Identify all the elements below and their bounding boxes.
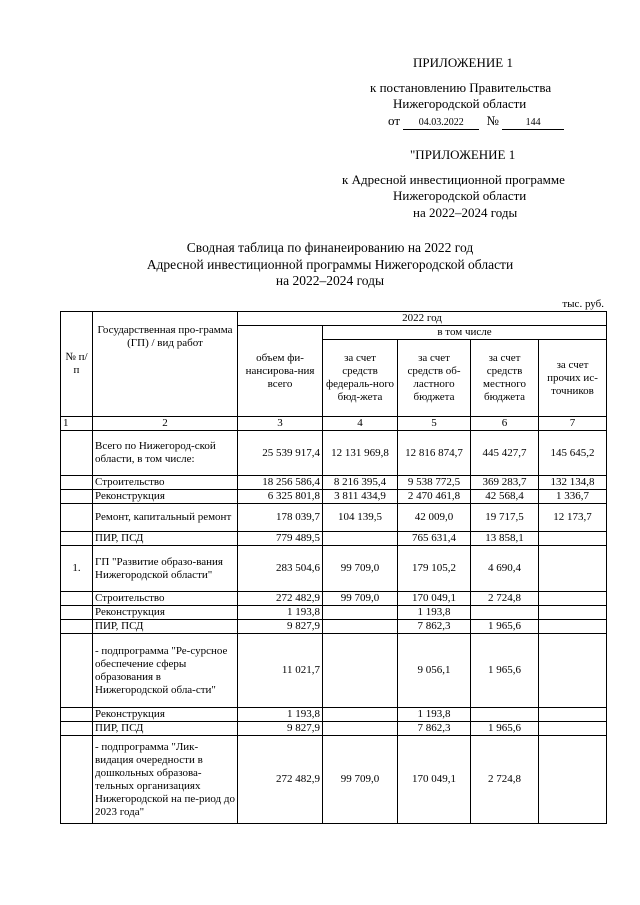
row-regional: 9 538 772,5 — [398, 476, 471, 490]
table-row — [61, 620, 607, 634]
program-region-line: Нижегородской области — [393, 188, 527, 203]
row-other: 1 336,7 — [539, 490, 607, 504]
row-other — [539, 620, 607, 634]
header-year: 2022 год — [238, 312, 607, 326]
row-local: 4 690,4 — [471, 546, 539, 592]
row-other — [539, 546, 607, 592]
date-prefix: от — [388, 113, 401, 128]
table-row — [61, 708, 607, 722]
table-row — [61, 490, 607, 504]
resolution-number: 144 — [502, 117, 564, 130]
row-name: Строительство — [93, 592, 238, 606]
row-total: 178 039,7 — [238, 504, 323, 532]
row-number — [61, 634, 93, 708]
row-regional: 7 862,3 — [398, 722, 471, 736]
header-incl: в том числе — [323, 326, 607, 340]
row-local: 445 427,7 — [471, 431, 539, 476]
row-local — [471, 708, 539, 722]
row-name: ПИР, ПСД — [93, 722, 238, 736]
row-number — [61, 708, 93, 722]
row-other — [539, 606, 607, 620]
row-local: 369 283,7 — [471, 476, 539, 490]
row-local: 19 717,5 — [471, 504, 539, 532]
row-total: 272 482,9 — [238, 736, 323, 824]
row-regional: 1 193,8 — [398, 708, 471, 722]
row-regional: 42 009,0 — [398, 504, 471, 532]
row-other: 132 134,8 — [539, 476, 607, 490]
row-total: 25 539 917,4 — [238, 431, 323, 476]
row-other — [539, 736, 607, 824]
row-total: 272 482,9 — [238, 592, 323, 606]
column-number: 3 — [238, 417, 323, 431]
row-regional: 2 470 461,8 — [398, 490, 471, 504]
header-num: № п/п — [61, 312, 93, 417]
document-title-line1: Сводная таблица по финанеированию на 2022 год — [186, 240, 474, 255]
row-name: ПИР, ПСД — [93, 620, 238, 634]
document-title-line2: Адресной инвестиционной программы Нижегородской области — [146, 256, 514, 272]
header-total: объем фи-нансирова-ния всего — [238, 326, 323, 417]
table-row — [61, 431, 607, 476]
document-title — [60, 240, 600, 290]
date-number-line — [388, 113, 564, 130]
row-total: 9 827,9 — [238, 620, 323, 634]
number-prefix: № — [486, 113, 499, 128]
row-name: Всего по Нижегород-ской области, в том числе: — [93, 431, 238, 476]
row-regional: 170 049,1 — [398, 736, 471, 824]
row-other — [539, 592, 607, 606]
table-row — [61, 504, 607, 532]
appendix-title: ПРИЛОЖЕНИЕ 1 — [413, 55, 513, 70]
row-name: ГП "Развитие образо-вания Нижегородской области" — [93, 546, 238, 592]
table-row — [61, 606, 607, 620]
table-row — [61, 634, 607, 708]
row-federal — [323, 722, 398, 736]
row-federal: 12 131 969,8 — [323, 431, 398, 476]
row-local: 1 965,6 — [471, 722, 539, 736]
header-program: Государственная про-грамма (ГП) / вид работ — [93, 312, 238, 417]
column-number-row — [61, 417, 607, 431]
row-number: 1. — [61, 546, 93, 592]
row-other: 12 173,7 — [539, 504, 607, 532]
row-other — [539, 634, 607, 708]
table-row — [61, 736, 607, 824]
unit-label: тыс. руб. — [562, 298, 604, 310]
row-number — [61, 592, 93, 606]
row-regional: 1 193,8 — [398, 606, 471, 620]
row-regional: 170 049,1 — [398, 592, 471, 606]
row-total: 9 827,9 — [238, 722, 323, 736]
table-row — [61, 532, 607, 546]
row-total: 11 021,7 — [238, 634, 323, 708]
row-local: 2 724,8 — [471, 592, 539, 606]
row-total: 1 193,8 — [238, 708, 323, 722]
row-name: - подпрограмма "Лик-видация очередности в дошкольных образова-тельных организациях Нижегородской на пе-риод до 2023 года" — [93, 736, 238, 824]
row-total: 779 489,5 — [238, 532, 323, 546]
row-other — [539, 708, 607, 722]
region-line: Нижегородской области — [393, 96, 527, 111]
row-local: 42 568,4 — [471, 490, 539, 504]
row-total: 18 256 586,4 — [238, 476, 323, 490]
row-other — [539, 722, 607, 736]
row-federal — [323, 606, 398, 620]
header-other: за счет прочих ис-точников — [539, 340, 607, 417]
header-regional: за счет средств об-ластного бюджета — [398, 340, 471, 417]
row-number — [61, 490, 93, 504]
table-row — [61, 476, 607, 490]
row-federal: 99 709,0 — [323, 736, 398, 824]
row-number — [61, 620, 93, 634]
row-federal: 99 709,0 — [323, 546, 398, 592]
row-total: 6 325 801,8 — [238, 490, 323, 504]
resolution-line: к постановлению Правительства — [370, 80, 552, 95]
row-name: Реконструкция — [93, 490, 238, 504]
program-years-line: на 2022–2024 годы — [413, 205, 518, 220]
row-federal — [323, 532, 398, 546]
row-regional: 7 862,3 — [398, 620, 471, 634]
row-federal: 3 811 434,9 — [323, 490, 398, 504]
row-name: Строительство — [93, 476, 238, 490]
document-title-line3: на 2022–2024 годы — [275, 273, 385, 288]
resolution-date: 04.03.2022 — [403, 117, 479, 130]
row-local: 1 965,6 — [471, 634, 539, 708]
row-local: 13 858,1 — [471, 532, 539, 546]
row-regional: 12 816 874,7 — [398, 431, 471, 476]
row-federal — [323, 620, 398, 634]
table-header-row — [61, 312, 607, 326]
row-federal — [323, 708, 398, 722]
row-regional: 9 056,1 — [398, 634, 471, 708]
row-local: 1 965,6 — [471, 620, 539, 634]
row-federal: 99 709,0 — [323, 592, 398, 606]
row-regional: 765 631,4 — [398, 532, 471, 546]
program-line: к Адресной инвестиционной программе — [342, 172, 565, 187]
table-row — [61, 592, 607, 606]
header-federal: за счет средств федераль-ного бюд-жета — [323, 340, 398, 417]
row-federal: 104 139,5 — [323, 504, 398, 532]
column-number: 6 — [471, 417, 539, 431]
row-other: 145 645,2 — [539, 431, 607, 476]
column-number: 7 — [539, 417, 607, 431]
table-row — [61, 722, 607, 736]
header-local: за счет средств местного бюджета — [471, 340, 539, 417]
row-total: 283 504,6 — [238, 546, 323, 592]
row-other — [539, 532, 607, 546]
column-number: 1 — [61, 417, 93, 431]
row-number — [61, 476, 93, 490]
row-number — [61, 504, 93, 532]
table-row — [61, 546, 607, 592]
row-federal: 8 216 395,4 — [323, 476, 398, 490]
row-total: 1 193,8 — [238, 606, 323, 620]
column-number: 4 — [323, 417, 398, 431]
row-regional: 179 105,2 — [398, 546, 471, 592]
row-number — [61, 736, 93, 824]
row-local — [471, 606, 539, 620]
row-local: 2 724,8 — [471, 736, 539, 824]
row-name: - подпрограмма "Ре-сурсное обеспечение сферы образования в Нижегородской обла-сти" — [93, 634, 238, 708]
column-number: 2 — [93, 417, 238, 431]
row-name: Реконструкция — [93, 708, 238, 722]
row-number — [61, 722, 93, 736]
financing-table — [60, 311, 607, 824]
row-name: Реконструкция — [93, 606, 238, 620]
row-number — [61, 431, 93, 476]
row-federal — [323, 634, 398, 708]
appendix-title-quoted: "ПРИЛОЖЕНИЕ 1 — [410, 147, 516, 162]
row-number — [61, 606, 93, 620]
row-number — [61, 532, 93, 546]
row-name: Ремонт, капитальный ремонт — [93, 504, 238, 532]
row-name: ПИР, ПСД — [93, 532, 238, 546]
column-number: 5 — [398, 417, 471, 431]
